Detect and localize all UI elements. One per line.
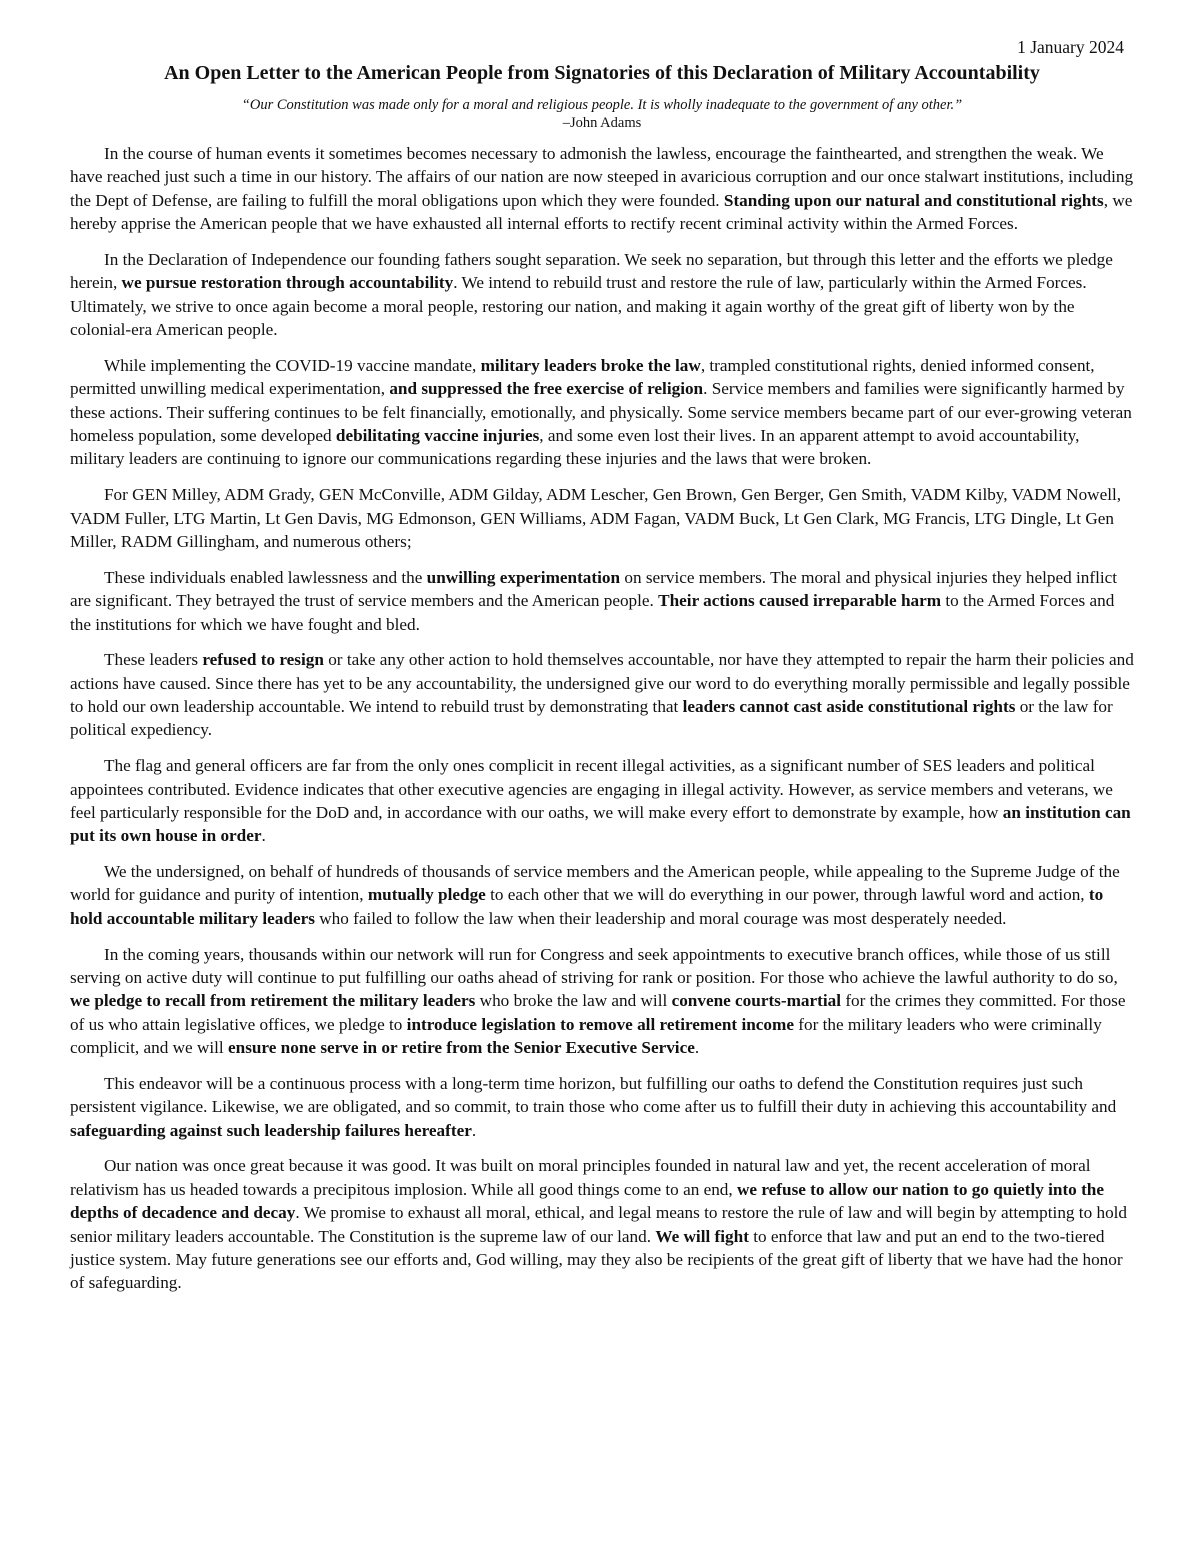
body-paragraph (70, 483, 1134, 553)
paragraph-text: for the military leaders who were criminally complicit, and we will (70, 1014, 1102, 1058)
body-paragraph (70, 142, 1134, 236)
paragraph-text: who failed to follow the law when their leadership and moral courage was most desperately needed. (314, 908, 1007, 928)
emphasis-text: convene courts-martial (671, 991, 842, 1011)
emphasis-text: Their actions caused irreparable harm (658, 591, 942, 611)
emphasis-text: leaders cannot cast aside constitutional rights (682, 697, 1016, 717)
letter-body (70, 142, 1134, 1295)
body-paragraph (70, 1154, 1134, 1294)
paragraph-text: who broke the law and will (475, 991, 672, 1011)
emphasis-text: to hold accountable military leaders (70, 885, 1104, 928)
emphasis-text: we pledge to recall from retirement the military leaders (70, 991, 476, 1011)
paragraph-text: We the undersigned, on behalf of hundreds of thousands of service members and the American people, while appealing to the Supreme Judge of the world for guidance and purity of intention, (70, 862, 1120, 905)
paragraph-text: These leaders (104, 650, 203, 670)
epigraph-attribution: –John Adams (562, 115, 642, 131)
paragraph-text: , we hereby apprise the American people that we have exhausted all internal efforts to rectify recent criminal activity within the Armed Forces. (70, 190, 1133, 234)
emphasis-text: and suppressed the free exercise of religion (389, 379, 704, 399)
paragraph-text: In the course of human events it sometimes becomes necessary to admonish the lawless, encourage the fainthearted, and strengthen the weak. We have reached just such a time in our history. The affairs of our nation are now steeped in avaricious corruption and our once stalwart institutions, including the Dept of Defense, are failing to fulfill the moral obligations upon which they were founded. (70, 144, 1134, 210)
body-paragraph (70, 860, 1134, 930)
paragraph-text: or take any other action to hold themselves accountable, nor have they attempted to repair the harm their policies and actions have caused. Since there has yet to be any accountability, the undersigned give our word to do everything morally permissible and legally possible to hold our own leadership accountable. We intend to rebuild trust by demonstrating that (70, 650, 1134, 717)
body-paragraph (70, 754, 1134, 848)
emphasis-text: unwilling experimentation (426, 567, 621, 587)
paragraph-text: The flag and general officers are far from the only ones complicit in recent illegal activities, as a significant number of SES leaders and political appointees contributed. Evidence indicates that other executive agencies are engaging in illegal activity. However, as service members and veterans, we feel particularly responsible for the DoD and, in accordance with our oaths, we will make every effort to demonstrate by example, how (70, 756, 1113, 822)
emphasis-text: debilitating vaccine injuries (335, 426, 540, 446)
emphasis-text: an institution can put its own house in order (70, 802, 1131, 846)
body-paragraph (70, 566, 1134, 636)
emphasis-text: mutually pledge (367, 885, 486, 905)
emphasis-text: introduce legislation to remove all retirement income (406, 1014, 794, 1034)
emphasis-text: refused to resign (202, 650, 324, 670)
epigraph-quote: “Our Constitution was made only for a moral and religious people. It is wholly inadequate to the government of any other.” (241, 97, 963, 113)
paragraph-text: , and some even lost their lives. In an apparent attempt to avoid accountability, military leaders are continuing to ignore our communications regarding these injuries and the laws that were broken. (70, 426, 1080, 469)
paragraph-text: or the law for political expediency. (70, 697, 1113, 740)
paragraph-text: . (261, 826, 266, 846)
emphasis-text: We will fight (655, 1226, 749, 1246)
paragraph-text: . We intend to rebuild trust and restore the rule of law, particularly within the Armed Forces. Ultimately, we strive to once again become a moral people, restoring our nation, and making it again worthy of the great gift of liberty won by the colonial-era American people. (70, 273, 1087, 340)
paragraph-text: to the Armed Forces and the institutions for which we have fought and bled. (70, 591, 1115, 634)
emphasis-text: ensure none serve in or retire from the Senior Executive Service (228, 1038, 695, 1058)
paragraph-text: . We promise to exhaust all moral, ethical, and legal means to restore the rule of law and will begin by attempting to hold senior military leaders accountable. The Constitution is the supreme law of our land. (70, 1203, 1128, 1246)
paragraph-text: While implementing the COVID-19 vaccine mandate, (104, 355, 481, 375)
body-paragraph (70, 943, 1134, 1060)
paragraph-text: In the coming years, thousands within our network will run for Congress and seek appointments to executive branch offices, while those of us still serving on active duty will continue to put fulfilling our oaths ahead of striving for rank or position. For those who achieve the lawful authority to do so, (70, 944, 1118, 987)
body-paragraph (70, 1072, 1134, 1142)
paragraph-text: for the crimes they committed. For those of us who attain legislative offices, we pledge to (70, 991, 1126, 1034)
paragraph-text: Our nation was once great because it was good. It was built on moral principles founded in natural law and yet, the recent acceleration of moral relativism has us headed towards a precipitous implosion. While all good things come to an end, (70, 1156, 1091, 1199)
paragraph-text: This endeavor will be a continuous process with a long-term time horizon, but fulfilling our oaths to defend the Constitution requires just such persistent vigilance. Likewise, we are obligated, and so commit, to train those who come after us to fulfill their duty in achieving this accountability and (70, 1073, 1117, 1117)
paragraph-text: , trampled constitutional rights, denied informed consent, permitted unwilling medical experimentation, (70, 355, 1095, 399)
paragraph-text: In the Declaration of Independence our founding fathers sought separation. We seek no separation, but through this letter and the efforts we pledge herein, (70, 249, 1113, 293)
paragraph-text: . (694, 1038, 700, 1058)
letter-date: 1 January 2024 (1017, 37, 1124, 57)
paragraph-text: For GEN Milley, ADM Grady, GEN McConville, ADM Gilday, ADM Lescher, Gen Brown, Gen Berger, Gen Smith, VADM Kilby, VADM Nowell, VADM Fuller, LTG Martin, Lt Gen Davis, MG Edmonson, GEN Williams, ADM Fagan, VADM Buck, Lt Gen Clark, MG Francis, LTG Dingle, Lt Gen Miller, RADM Gillingham, and numerous others; (70, 485, 1122, 551)
emphasis-text: we pursue restoration through accountability (121, 273, 454, 293)
letter-title: An Open Letter to the American People from Signatories of this Declaration of Military Accountability (164, 62, 1040, 84)
emphasis-text: safeguarding against such leadership failures hereafter (70, 1120, 472, 1140)
paragraph-text: . Service members and families were significantly harmed by these actions. Their suffering continues to be felt financially, emotionally, and physically. Some service members became part of our ever-growing veteran homeless population, some developed (70, 379, 1132, 446)
emphasis-text: we refuse to allow our nation to go quietly into the depths of decadence and decay (70, 1179, 1104, 1223)
body-paragraph (70, 354, 1134, 471)
paragraph-text: to enforce that law and put an end to the two-tiered justice system. May future generations see our efforts and, God willing, may they also be recipients of the great gift of liberty that we have had the honor of safeguarding. (70, 1226, 1123, 1293)
paragraph-text: These individuals enabled lawlessness and the (104, 567, 427, 587)
paragraph-text: . (471, 1120, 477, 1140)
emphasis-text: military leaders broke the law (480, 355, 701, 375)
paragraph-text: to each other that we will do everything in our power, through lawful word and action, (485, 885, 1089, 905)
body-paragraph (70, 248, 1134, 342)
emphasis-text: Standing upon our natural and constitutional rights (723, 190, 1104, 210)
paragraph-text: on service members. The moral and physical injuries they helped inflict are significant. They betrayed the trust of service members and the American people. (70, 567, 1118, 611)
body-paragraph (70, 648, 1134, 742)
